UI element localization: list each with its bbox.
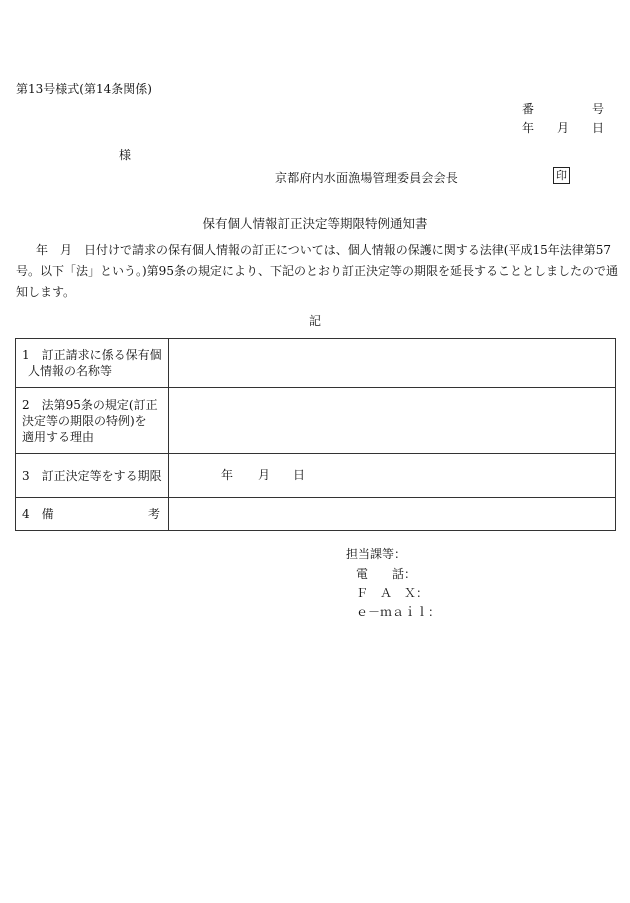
deadline-day: 日 — [293, 468, 306, 482]
row4-value[interactable] — [169, 498, 616, 531]
table-row — [16, 454, 616, 498]
body-line-2: 号。以下「法」という。)第95条の規定により、下記のとおり訂正決定等の期限を延長することとしましたので通 — [16, 264, 618, 278]
row2-label-line3: 適用する理由 — [22, 429, 95, 444]
body-line-3: 知します。 — [16, 285, 76, 299]
row2-value[interactable] — [169, 388, 616, 454]
ki-heading: 記 — [308, 314, 321, 328]
addressee: 様 — [119, 148, 132, 162]
row2-label-line2: 決定等の期限の特例)を — [22, 413, 147, 428]
row4-label-left: 4 備 — [22, 507, 54, 521]
form-id: 第13号様式(第14条関係) — [16, 82, 152, 96]
number-suffix: 号 — [591, 102, 604, 116]
table-row — [16, 388, 616, 454]
row2-label — [16, 388, 169, 454]
contact-phone: 電 話： — [356, 567, 417, 581]
body-paragraph — [16, 240, 616, 303]
seal-stamp: 印 — [553, 167, 570, 184]
table-row — [16, 339, 616, 388]
date-day: 日 — [591, 121, 604, 135]
document-number — [522, 100, 604, 117]
row1-value[interactable] — [169, 339, 616, 388]
contact-email: ｅ－ｍａｉｌ： — [356, 605, 441, 619]
detail-table — [15, 338, 616, 531]
sender-name: 京都府内水面漁場管理委員会会長 — [275, 171, 459, 185]
row2-label-line1: 2 法第95条の規定(訂正 — [22, 397, 158, 412]
contact-department: 担当課等： — [346, 547, 407, 561]
contact-fax: Ｆ Ａ Ｘ： — [356, 586, 429, 600]
deadline-year: 年 — [221, 468, 234, 482]
row4-label-right: 考 — [147, 507, 160, 521]
date-year: 年 — [522, 121, 535, 135]
row1-label-line1: 1 訂正請求に係る保有個 — [22, 348, 162, 362]
row1-label — [16, 339, 169, 388]
document-title: 保有個人情報訂正決定等期限特例通知書 — [202, 216, 428, 231]
row3-value[interactable] — [169, 454, 616, 498]
date-month: 月 — [557, 121, 570, 135]
number-label: 番 — [522, 102, 535, 116]
row4-label — [16, 498, 169, 531]
deadline-date — [221, 466, 361, 482]
body-line-1: 年 月 日付けで請求の保有個人情報の訂正については、個人情報の保護に関する法律(平成15年法律第57 — [36, 243, 611, 257]
row1-label-line2: 人情報の名称等 — [28, 364, 113, 378]
deadline-month: 月 — [258, 468, 271, 482]
row3-label: 3 訂正決定等をする期限 — [16, 454, 169, 498]
table-row — [16, 498, 616, 531]
